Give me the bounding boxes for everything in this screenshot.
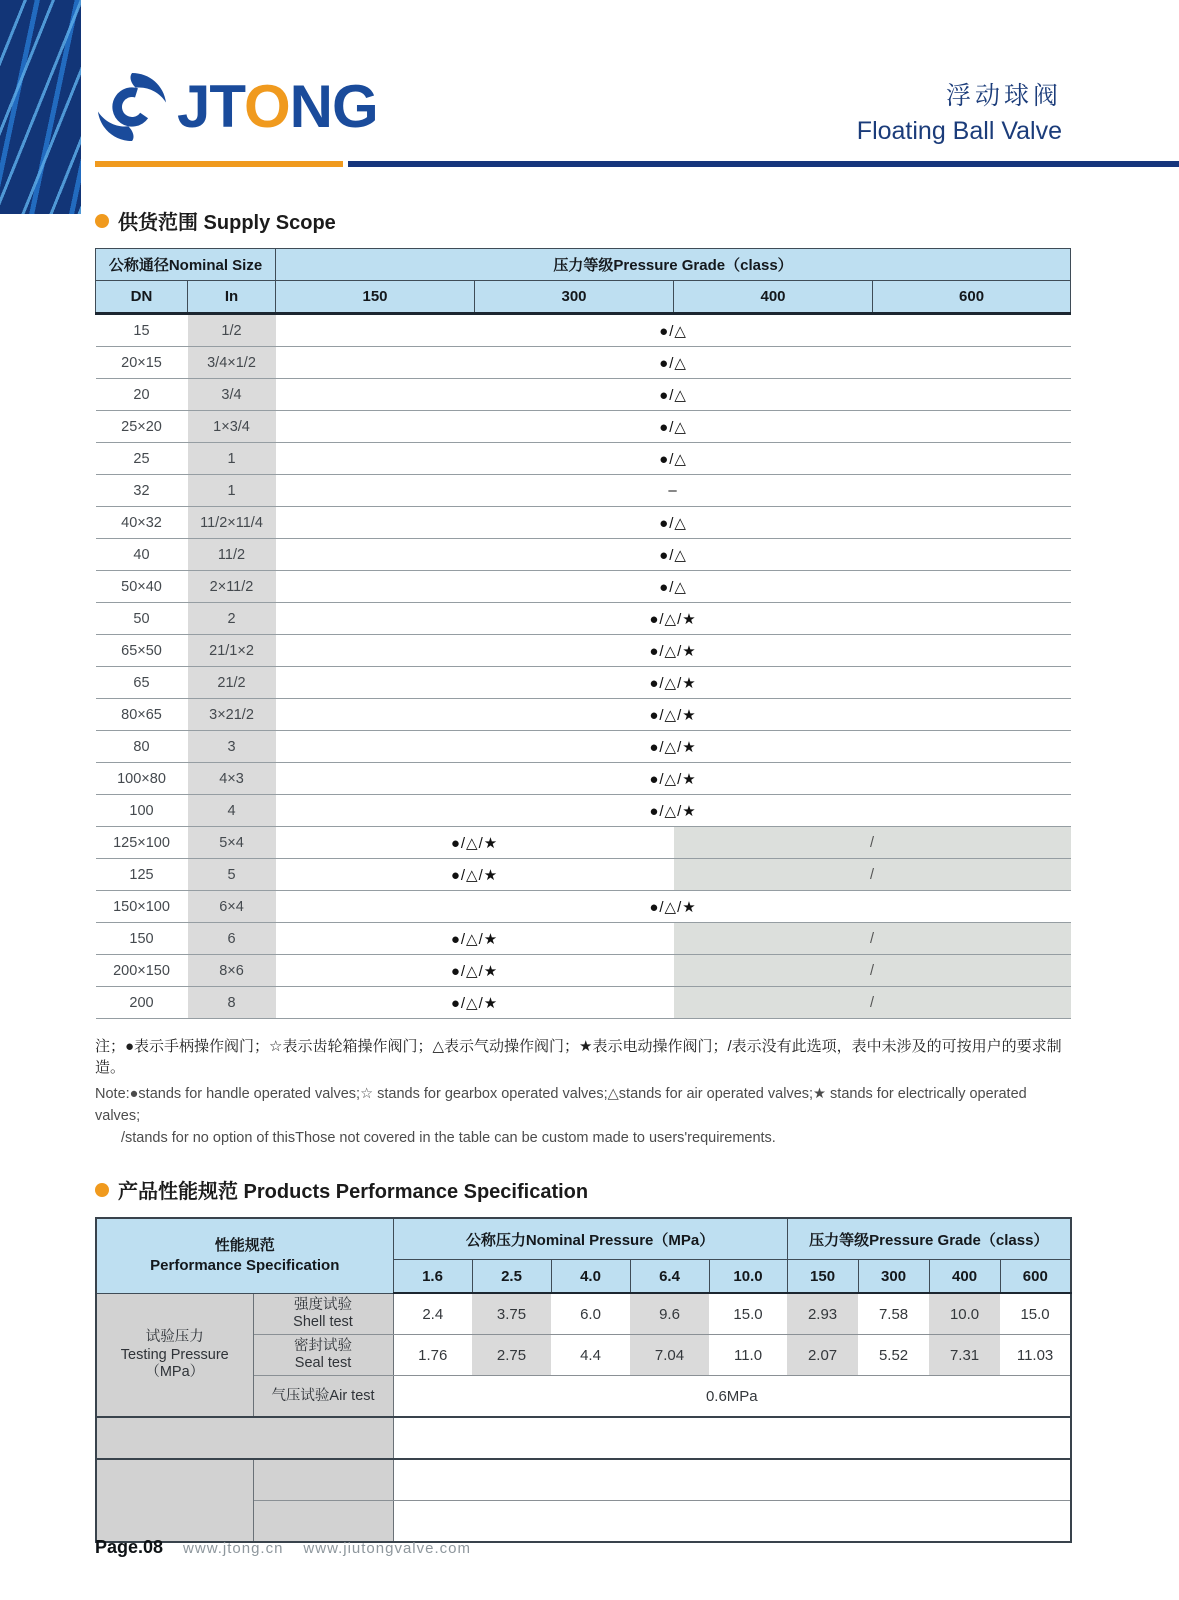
table-header-row: [96, 249, 1071, 281]
dn-cell: 100: [96, 795, 188, 827]
divider-navy-segment: [348, 161, 1179, 167]
operation-marks-cell: ●/△/★: [276, 795, 1071, 827]
table-row: [96, 987, 1071, 1019]
inch-cell: 11/2×11/4: [188, 507, 276, 539]
divider-orange-segment: [95, 161, 343, 167]
nominal-pressure-header: 公称压力Nominal Pressure（MPa）: [393, 1218, 787, 1260]
value-cell: 2.4: [393, 1293, 472, 1335]
inch-cell: 1: [188, 475, 276, 507]
dn-cell: 200: [96, 987, 188, 1019]
table-row: [96, 475, 1071, 507]
class-col-header: 150: [787, 1260, 858, 1294]
supply-scope-heading: [95, 206, 1070, 235]
operation-marks-cell: ●/△: [276, 571, 1071, 603]
performance-spec-en: Performance Specification: [150, 1257, 340, 1274]
operation-marks-cell: ●/△/★: [276, 603, 1071, 635]
dn-cell: 20×15: [96, 347, 188, 379]
page-footer: [95, 1537, 471, 1558]
dn-cell: 125×100: [96, 827, 188, 859]
table-row: [96, 507, 1071, 539]
testing-pressure-label: [96, 1293, 253, 1417]
mpa-col-header: 6.4: [630, 1260, 709, 1294]
dn-header: DN: [96, 281, 188, 314]
inch-cell: 5: [188, 859, 276, 891]
class-col-header: 400: [929, 1260, 1000, 1294]
mpa-col-header: 1.6: [393, 1260, 472, 1294]
testing-pressure-zh: 试验压力: [145, 1329, 204, 1346]
dn-cell: 65×50: [96, 635, 188, 667]
inch-cell: 11/2: [188, 539, 276, 571]
mpa-col-header: 10.0: [709, 1260, 787, 1294]
dn-cell: 125: [96, 859, 188, 891]
table-row: [96, 699, 1071, 731]
table-row: [96, 347, 1071, 379]
value-cell: 7.04: [630, 1335, 709, 1376]
page-content: [95, 206, 1070, 1543]
ordinary-medium-value: [393, 1459, 1071, 1501]
value-cell: 6.0: [551, 1293, 630, 1335]
value-cell: 7.58: [858, 1293, 929, 1335]
footer-url-jtong: www.jtong.cn: [183, 1540, 284, 1557]
dn-cell: 15: [96, 314, 188, 347]
inch-cell: 6×4: [188, 891, 276, 923]
operation-marks-cell: ●/△/★: [276, 859, 674, 891]
dn-cell: 40: [96, 539, 188, 571]
inch-cell: 21/1×2: [188, 635, 276, 667]
dn-cell: 25: [96, 443, 188, 475]
class-col-header: 600: [1000, 1260, 1071, 1294]
value-cell: 1.76: [393, 1335, 472, 1376]
value-cell: 3.75: [472, 1293, 551, 1335]
no-option-cell: /: [674, 955, 1071, 987]
value-cell: 7.31: [929, 1335, 1000, 1376]
inch-cell: 2×11/2: [188, 571, 276, 603]
corner-stripe-graphic: [0, 0, 81, 214]
shell-test-en: Shell test: [293, 1314, 353, 1330]
grade-400-header: 400: [674, 281, 873, 314]
performance-spec-zh: 性能规范: [214, 1236, 275, 1254]
dn-cell: 80: [96, 731, 188, 763]
testing-pressure-unit: （MPa）: [145, 1363, 205, 1380]
table-row: [96, 379, 1071, 411]
grade-150-header: 150: [276, 281, 475, 314]
operation-marks-cell: ●/△: [276, 379, 1071, 411]
shell-test-label: [253, 1293, 393, 1335]
inch-cell: 6: [188, 923, 276, 955]
page-title-block: [857, 76, 1062, 146]
dn-cell: 65: [96, 667, 188, 699]
table-row: [96, 955, 1071, 987]
temperature-label: [96, 1417, 393, 1459]
in-header: In: [188, 281, 276, 314]
seal-test-zh: 密封试验: [294, 1338, 352, 1355]
orange-bullet-icon: [95, 214, 109, 228]
page-title-en: Floating Ball Valve: [856, 117, 1062, 145]
table-row: [96, 763, 1071, 795]
operation-marks-cell: ●/△: [276, 443, 1071, 475]
seal-test-en: Seal test: [294, 1355, 352, 1372]
operation-marks-cell: ●/△: [276, 347, 1071, 379]
operation-marks-cell: –: [276, 475, 1071, 507]
dn-cell: 25×20: [96, 411, 188, 443]
dn-cell: 150: [96, 923, 188, 955]
table-header-row: [96, 1218, 1071, 1260]
table-row: [96, 314, 1071, 347]
value-cell: 15.0: [709, 1293, 787, 1335]
applicable-medium-label: [96, 1459, 253, 1542]
dn-cell: 32: [96, 475, 188, 507]
no-option-cell: /: [674, 827, 1071, 859]
seal-test-label: [253, 1335, 393, 1376]
jtong-swirl-icon: [95, 70, 169, 144]
value-cell: 2.75: [472, 1335, 551, 1376]
performance-spec-header: [96, 1218, 393, 1293]
table-row: [96, 411, 1071, 443]
grade-600-header: 600: [873, 281, 1071, 314]
note-line-en2: /stands for no option of thisThose not covered in the table can be custom made to users'requirements.: [121, 1129, 776, 1146]
note-line-en1: Note:●stands for handle operated valves;☆ stands for gearbox operated valves;△stands for air operated valves;★ stands for electrically operated valves;: [95, 1086, 1027, 1124]
table-row: [96, 731, 1071, 763]
value-cell: 11.0: [709, 1335, 787, 1376]
antisulphur-medium-value: [393, 1501, 1071, 1543]
mpa-col-header: 2.5: [472, 1260, 551, 1294]
operation-marks-cell: ●/△/★: [276, 955, 674, 987]
table-row: [96, 603, 1071, 635]
testing-pressure-en: Testing Pressure: [120, 1346, 229, 1363]
dn-cell: 50: [96, 603, 188, 635]
dn-cell: 50×40: [96, 571, 188, 603]
nominal-size-header: 公称通径Nominal Size: [96, 249, 276, 281]
inch-cell: 1: [188, 443, 276, 475]
dn-cell: 40×32: [96, 507, 188, 539]
table-row: [96, 891, 1071, 923]
inch-cell: 8×6: [188, 955, 276, 987]
temperature-value: [393, 1417, 1071, 1459]
performance-heading: [95, 1175, 1070, 1204]
table-row: [96, 923, 1071, 955]
dn-cell: 80×65: [96, 699, 188, 731]
dn-cell: 20: [96, 379, 188, 411]
value-cell: 9.6: [630, 1293, 709, 1335]
supply-table-body: [96, 314, 1071, 1019]
inch-cell: 4×3: [188, 763, 276, 795]
operation-marks-cell: ●/△/★: [276, 827, 674, 859]
jtong-logo: [95, 70, 378, 144]
page-number: Page.08: [95, 1537, 164, 1557]
no-option-cell: /: [674, 923, 1071, 955]
orange-bullet-icon: [95, 1183, 109, 1197]
shell-test-row: [96, 1293, 1071, 1335]
page-title-zh: 浮动球阀: [945, 82, 1062, 110]
inch-cell: 8: [188, 987, 276, 1019]
table-row: [96, 859, 1071, 891]
shell-test-zh: 强度试验: [294, 1296, 352, 1313]
value-cell: 4.4: [551, 1335, 630, 1376]
value-cell: 10.0: [929, 1293, 1000, 1335]
header-divider: [95, 161, 1179, 167]
table-row: [96, 443, 1071, 475]
air-test-value: 0.6MPa: [393, 1376, 1071, 1418]
value-cell: 2.07: [787, 1335, 858, 1376]
grade-300-header: 300: [475, 281, 674, 314]
operation-marks-cell: ●/△: [276, 411, 1071, 443]
inch-cell: 5×4: [188, 827, 276, 859]
operation-marks-cell: ●/△/★: [276, 923, 674, 955]
inch-cell: 21/2: [188, 667, 276, 699]
table-row: [96, 667, 1071, 699]
dn-cell: 100×80: [96, 763, 188, 795]
dn-cell: 150×100: [96, 891, 188, 923]
operation-marks-cell: ●/△: [276, 539, 1071, 571]
operation-marks-cell: ●/△/★: [276, 731, 1071, 763]
supply-scope-title: 供货范围 Supply Scope: [118, 212, 336, 234]
air-test-label: 气压试验Air test: [253, 1376, 393, 1418]
dn-cell: 200×150: [96, 955, 188, 987]
performance-table: [95, 1217, 1072, 1543]
operation-marks-cell: ●/△: [276, 507, 1071, 539]
footer-url-jiutongvalve: www.jiutongvalve.com: [303, 1540, 471, 1557]
operation-marks-cell: ●/△: [276, 314, 1071, 347]
inch-cell: 3/4×1/2: [188, 347, 276, 379]
operation-marks-cell: ●/△/★: [276, 699, 1071, 731]
value-cell: 11.03: [1000, 1335, 1071, 1376]
table-subheader-row: [96, 281, 1071, 314]
performance-title: 产品性能规范 Products Performance Specification: [118, 1181, 589, 1204]
table-row: [96, 827, 1071, 859]
class-col-header: 300: [858, 1260, 929, 1294]
inch-cell: 1×3/4: [188, 411, 276, 443]
pressure-grade-header: 压力等级Pressure Grade（class）: [787, 1218, 1071, 1260]
operation-marks-cell: ●/△/★: [276, 635, 1071, 667]
value-cell: 15.0: [1000, 1293, 1071, 1335]
value-cell: 5.52: [858, 1335, 929, 1376]
jtong-logo-text: JTONG: [177, 73, 378, 140]
pressure-grade-header: 压力等级Pressure Grade（class）: [276, 249, 1071, 281]
note-line-zh: 注；●表示手柄操作阀门；☆表示齿轮箱操作阀门；△表示气动操作阀门；★表示电动操作阀门；/表示没有此选项，表中未涉及的可按用户的要求制造。: [95, 1038, 1062, 1076]
inch-cell: 2: [188, 603, 276, 635]
table-row: [96, 795, 1071, 827]
inch-cell: 3/4: [188, 379, 276, 411]
table-row: [96, 635, 1071, 667]
mpa-col-header: 4.0: [551, 1260, 630, 1294]
temperature-row: [96, 1417, 1071, 1459]
operation-marks-cell: ●/△/★: [276, 891, 1071, 923]
inch-cell: 4: [188, 795, 276, 827]
inch-cell: 1/2: [188, 314, 276, 347]
supply-scope-notes: [95, 1035, 1070, 1149]
ordinary-type-label: [253, 1459, 393, 1501]
table-row: [96, 539, 1071, 571]
value-cell: 2.93: [787, 1293, 858, 1335]
no-option-cell: /: [674, 987, 1071, 1019]
inch-cell: 3: [188, 731, 276, 763]
supply-scope-table: [95, 248, 1071, 1019]
operation-marks-cell: ●/△/★: [276, 987, 674, 1019]
ordinary-medium-row: [96, 1459, 1071, 1501]
inch-cell: 3×21/2: [188, 699, 276, 731]
table-row: [96, 571, 1071, 603]
operation-marks-cell: ●/△/★: [276, 667, 1071, 699]
operation-marks-cell: ●/△/★: [276, 763, 1071, 795]
no-option-cell: /: [674, 859, 1071, 891]
